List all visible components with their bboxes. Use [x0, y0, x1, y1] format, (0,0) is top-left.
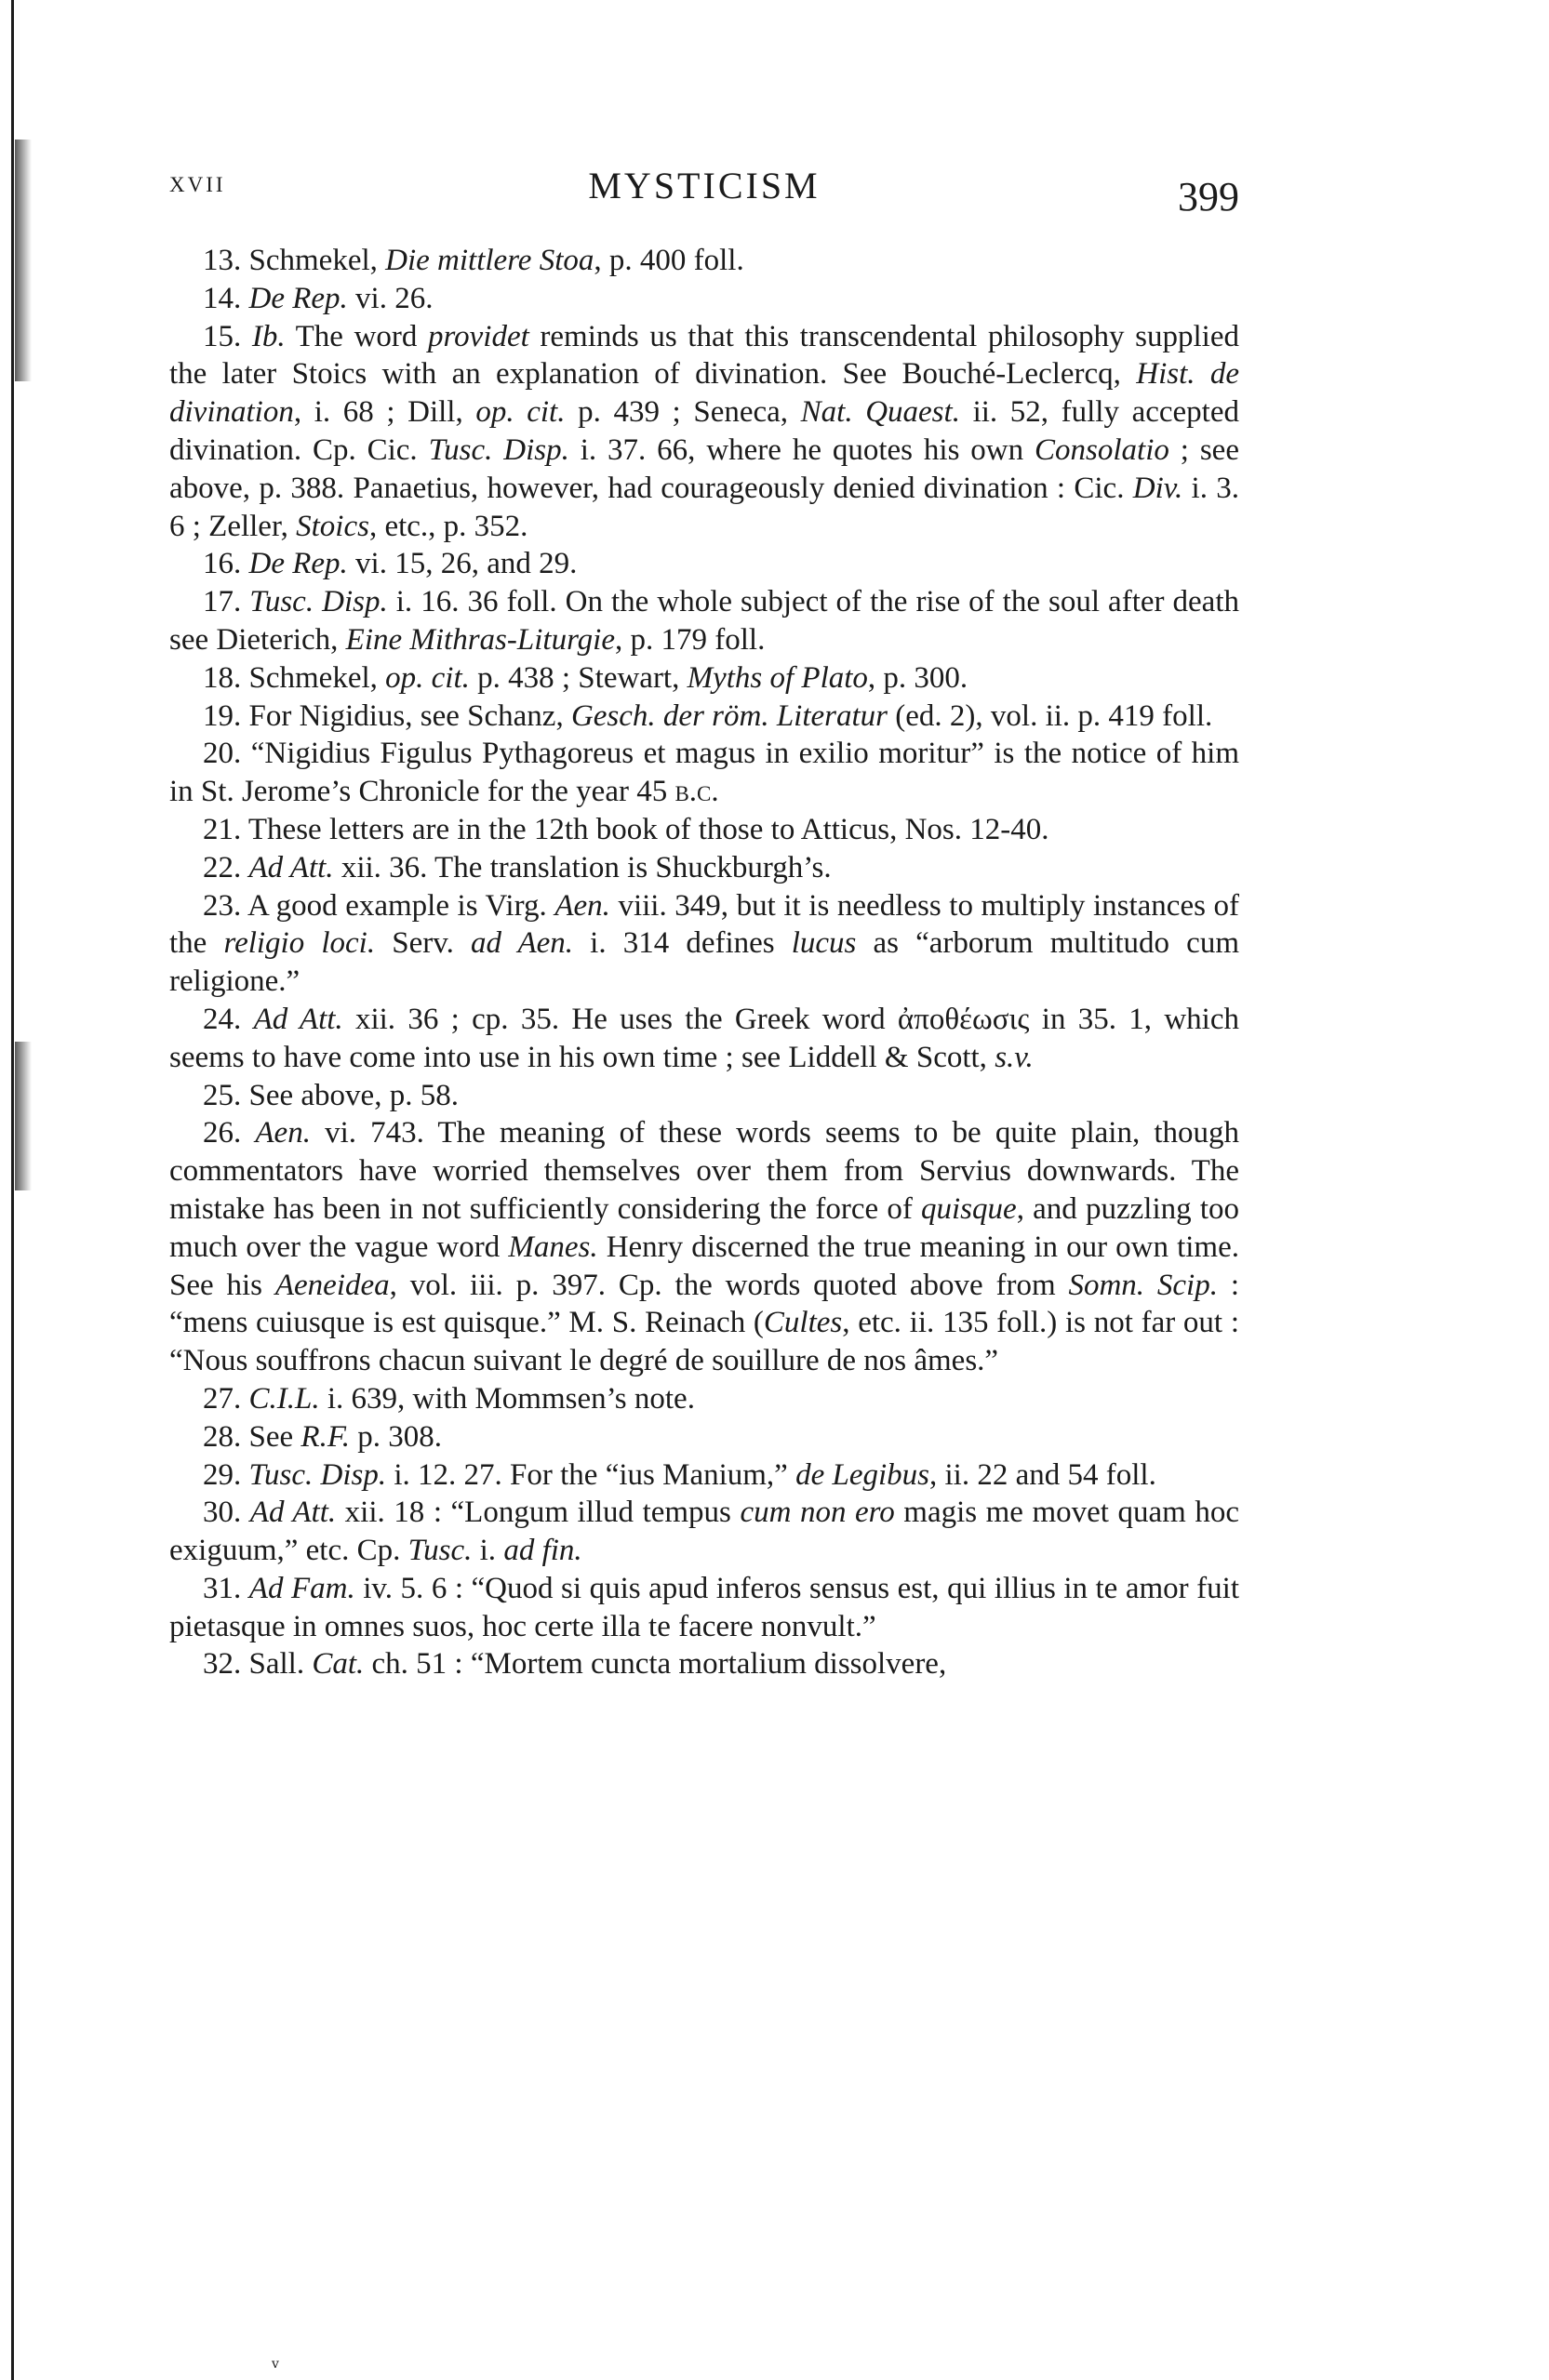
endnote: 32. Sall. Cat. ch. 51 : “Mortem cuncta mortalium dissolvere,	[203, 1647, 947, 1682]
book-page	[169, 138, 1239, 1683]
endnote: 26. Aen. vi. 743. The meaning of these words seems to be quite plain, though commentators have worried themselves over them from Servius downwards. The mistake has been in not sufficiently considering the force of quisque, and puzzling too much over the vague word Manes. Henry discerned the true meaning in our own time. See his Aeneidea, vol. iii. p. 397. Cp. the words quoted above from Somn. Scip. : “mens cuiusque is est quisque.” M. S. Reinach (Cultes, etc. ii. 135 foll.) is not far out : “Nous souffrons chacun suivant le degré de souillure de nos âmes.”	[169, 1116, 1240, 1378]
endnote: 14. De Rep. vi. 26.	[203, 281, 434, 315]
page-number: 399	[1178, 174, 1239, 219]
endnote: 28. See R.F. p. 308.	[203, 1419, 442, 1454]
endnote: 13. Schmekel, Die mittlere Stoa, p. 400 foll.	[203, 244, 744, 277]
print-mark: ⅴ	[272, 2358, 279, 2372]
endnote: 23. A good example is Virg. Aen. viii. 349, but it is needless to multiply instances of the religio loci. Serv. ad Aen. i. 314 defines lucus as “arborum multitudo cum religione.”	[169, 888, 1240, 999]
binding-edge-line	[11, 0, 14, 2380]
endnote: 31. Ad Fam. iv. 5. 6 : “Quod si quis apud inferos sensus est, qui illius in te amor fuit pietasque in omnes suos, hoc certe illa te facere nonvult.”	[169, 1571, 1240, 1643]
edge-shadow	[15, 1042, 32, 1190]
chapter-number: XVII	[169, 173, 226, 196]
endnote: 22. Ad Att. xii. 36. The translation is Shuckburgh’s.	[203, 850, 832, 884]
endnote: 27. C.I.L. i. 639, with Mommsen’s note.	[203, 1381, 695, 1416]
endnote: 29. Tusc. Disp. i. 12. 27. For the “ius Manium,” de Legibus, ii. 22 and 54 foll.	[203, 1457, 1156, 1492]
endnote: 25. See above, p. 58.	[203, 1078, 459, 1112]
running-header	[169, 138, 1239, 242]
page-edge	[0, 0, 22, 2380]
endnote: 19. For Nigidius, see Schanz, Gesch. der röm. Literatur (ed. 2), vol. ii. p. 419 foll.	[203, 698, 1213, 733]
endnote: 17. Tusc. Disp. i. 16. 36 foll. On the whole subject of the rise of the soul after death see Dieterich, Eine Mithras-Liturgie, p. 179 foll.	[169, 585, 1239, 657]
edge-shadow	[15, 140, 32, 381]
endnote: 18. Schmekel, op. cit. p. 438 ; Stewart, Myths of Plato, p. 300.	[203, 660, 968, 695]
endnote: 24. Ad Att. xii. 36 ; cp. 35. He uses the Greek word ἀποθέωσις in 35. 1, which seems to have come into use in his own time ; see Liddell & Scott, s.v.	[169, 1002, 1240, 1074]
endnote: 16. De Rep. vi. 15, 26, and 29.	[203, 547, 578, 581]
endnotes	[169, 242, 1239, 1683]
running-title: MYSTICISM	[588, 165, 821, 206]
endnote: 30. Ad Att. xii. 18 : “Longum illud tempus cum non ero magis me movet quam hoc exiguum,” etc. Cp. Tusc. i. ad fin.	[169, 1496, 1240, 1568]
endnote: 15. Ib. The word providet reminds us that this transcendental philosophy supplied the later Stoics with an explanation of divination. See Bouché-Leclercq, Hist. de divination, i. 68 ; Dill, op. cit. p. 439 ; Seneca, Nat. Quaest. ii. 52, fully accepted divination. Cp. Cic. Tusc. Disp. i. 37. 66, where he quotes his own Consolatio ; see above, p. 388. Panaetius, however, had courageously denied divination : Cic. Div. i. 3. 6 ; Zeller, Stoics, etc., p. 352.	[169, 319, 1239, 543]
endnote: 21. These letters are in the 12th book of those to Atticus, Nos. 12-40.	[203, 812, 1049, 846]
endnote: 20. “Nigidius Figulus Pythagoreus et magus in exilio moritur” is the notice of him in St. Jerome’s Chronicle for the year 45 b.c.	[169, 737, 1239, 809]
